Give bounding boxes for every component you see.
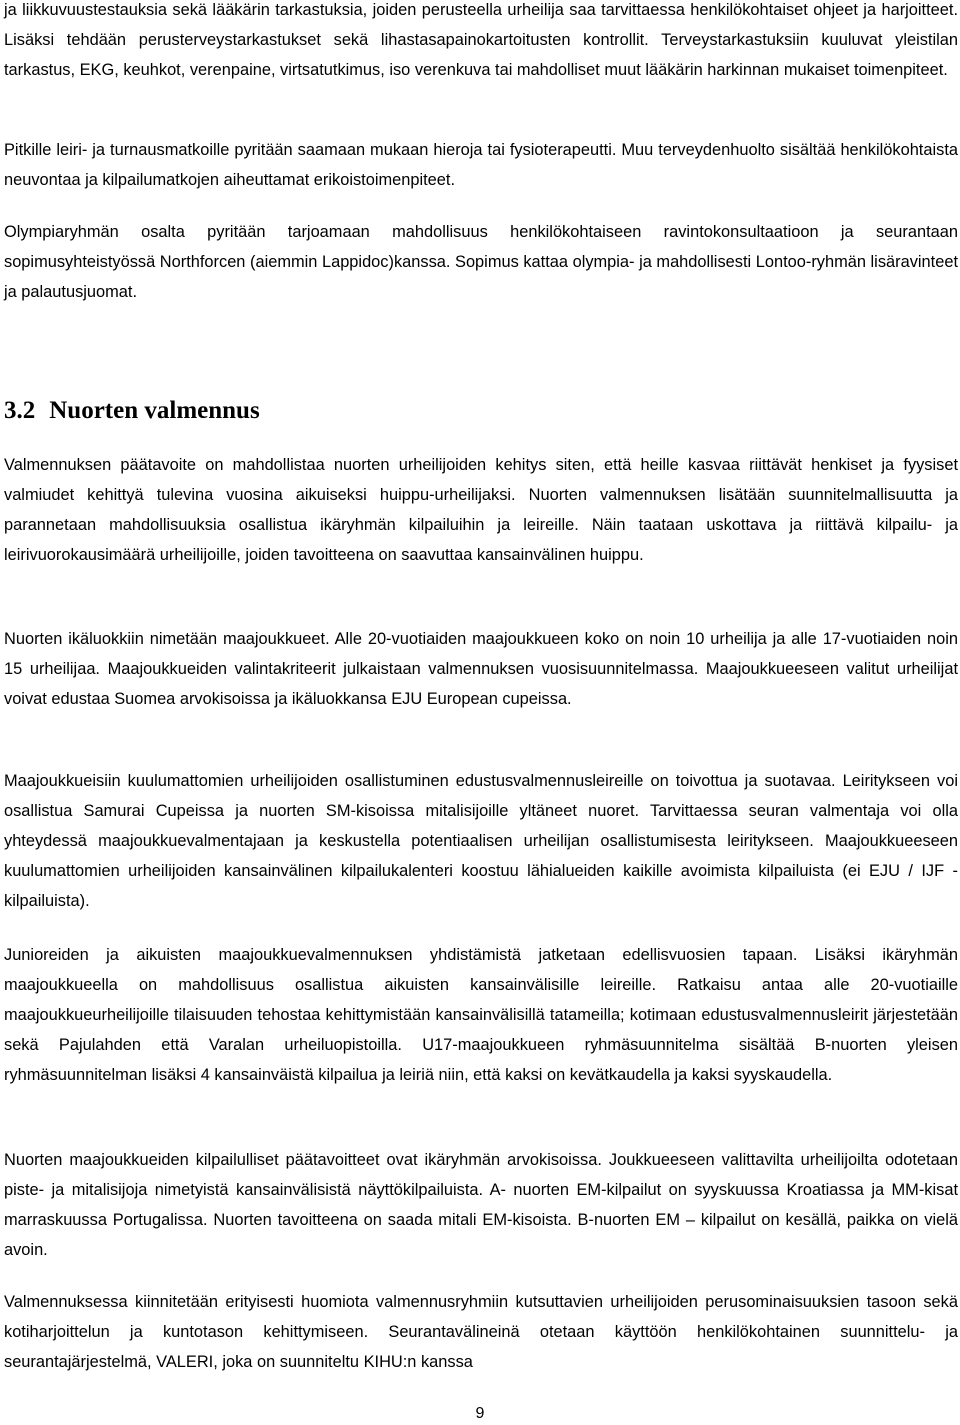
paragraph-non-team-athletes: Maajoukkueisiin kuulumattomien urheilijoiden osallistuminen edustusvalmennusleireille on toivottua ja suotavaa. Leiritykseen voi osallistua Samurai Cupeissa ja nuorten SM-kisoissa mitalisijoille yltäneet nuoret. Tarvittaessa seuran valmentaja voi olla yhteydessä maajoukkuevalmentajaan ja keskustella potentiaalisen urheilijan osallistumisesta leiritykseen. Maajoukkueeseen kuulumattomien urheilijoiden kansainvälinen kilpailukalenteri koostuu lähialueiden kaikille avoimista kilpailuista (ei EJU / IJF -kilpailuista). — [4, 772, 958, 910]
paragraph-camp-trips: Pitkille leiri- ja turnausmatkoille pyritään saamaan mukaan hieroja tai fysioterapeutti. Muu terveydenhuolto sisältää henkilökohtaista neuvontaa ja kilpailumatkojen aiheuttamat erikoistoimenpiteet. — [4, 141, 958, 189]
section-heading — [4, 393, 260, 429]
section-title: Nuorten valmennus — [49, 397, 260, 424]
paragraph-junior-adult-combined: Junioreiden ja aikuisten maajoukkuevalmennuksen yhdistämistä jatketaan edellisvuosien tapaan. Lisäksi ikäryhmän maajoukkueella on mahdollisuus osallistua aikuisten kansainvälisille leireille. Ratkaisu antaa alle 20-vuotiaille maajoukkueurheilijoille tilaisuuden tehostaa kehittymistään kansainvälisillä tatameilla; kotimaan edustusvalmennusleirit järjestetään sekä Pajulahden että Varalan urheiluopistoilla. U17-maajoukkueen ryhmäsuunnitelma sisältää B-nuorten yleisen ryhmäsuunnitelman lisäksi 4 kansainväistä kilpailua ja leiriä niin, että kaksi on kevätkaudella ja kaksi syyskaudella. — [4, 946, 958, 1084]
paragraph-coaching-goal: Valmennuksen päätavoite on mahdollistaa nuorten urheilijoiden kehitys siten, että heille kasvaa riittävät henkiset ja fyysiset valmiudet kehittyä tulevina vuosina aikuiseksi huippu-urheilijaksi. Nuorten valmennuksen lisätään suunnitelmallisuutta ja parannetaan mahdollisuuksia osallistua ikäryhmän kilpailuihin ja leireille. Näin taataan uskottava ja riittävä kilpailu- ja leirivuorokausimäärä urheilijoille, joiden tavoitteena on saavuttaa kansainvälinen huippu. — [4, 456, 958, 564]
paragraph-competition-goals: Nuorten maajoukkueiden kilpailulliset päätavoitteet ovat ikäryhmän arvokisoissa. Joukkueeseen valittavilta urheilijoilta odotetaan piste- ja mitalisijoja nimetyistä kansainvälisistä näyttökilpailuista. A- nuorten EM-kilpailut on syyskuussa Kroatiassa ja MM-kisat marraskuussa Portugalissa. Nuorten tavoitteena on saada mitali EM-kisoista. B-nuorten EM – kilpailut on kesällä, paikka on vielä avoin. — [4, 1151, 958, 1259]
section-number: 3.2 — [4, 397, 36, 424]
paragraph-nutrition: Olympiaryhmän osalta pyritään tarjoamaan mahdollisuus henkilökohtaiseen ravintokonsultaatioon ja seurantaan sopimusyhteistyössä Northforcen (aiemmin Lappidoc)kanssa. Sopimus kattaa olympia- ja mahdollisesti Lontoo-ryhmän lisäravinteet ja palautusjuomat. — [4, 223, 958, 301]
paragraph-health-checks: ja liikkuvuustestauksia sekä lääkärin tarkastuksia, joiden perusteella urheilija saa tarvittaessa henkilökohtaiset ohjeet ja harjoitteet. Lisäksi tehdään perusterveystarkastukset sekä lihastasapainokartoitusten kontrollit. Terveystarkastuksiin kuuluvat yleistilan tarkastus, EKG, keuhkot, verenpaine, virtsatutkimus, iso verenkuva tai mahdolliset muut lääkärin harkinnan mukaiset toimenpiteet. — [4, 1, 958, 79]
paragraph-monitoring: Valmennuksessa kiinnitetään erityisesti huomiota valmennusryhmiin kutsuttavien urheilijoiden perusominaisuuksien tasoon sekä kotiharjoittelun ja kuntotason kehittymiseen. Seurantavälineinä otetaan käyttöön henkilökohtainen suunnittelu- ja seurantajärjestelmä, VALERI, joka on suunniteltu KIHU:n kanssa — [4, 1293, 958, 1371]
page-number: 9 — [475, 1405, 485, 1422]
paragraph-national-teams: Nuorten ikäluokkiin nimetään maajoukkueet. Alle 20-vuotiaiden maajoukkueen koko on noin 10 urheilija ja alle 17-vuotiaiden noin 15 urheilijaa. Maajoukkueiden valintakriteerit julkaistaan valmennuksen vuosisuunnitelmassa. Maajoukkueeseen valitut urheilijat voivat edustaa Suomea arvokisoissa ja ikäluokkansa EJU European cupeissa. — [4, 630, 958, 708]
